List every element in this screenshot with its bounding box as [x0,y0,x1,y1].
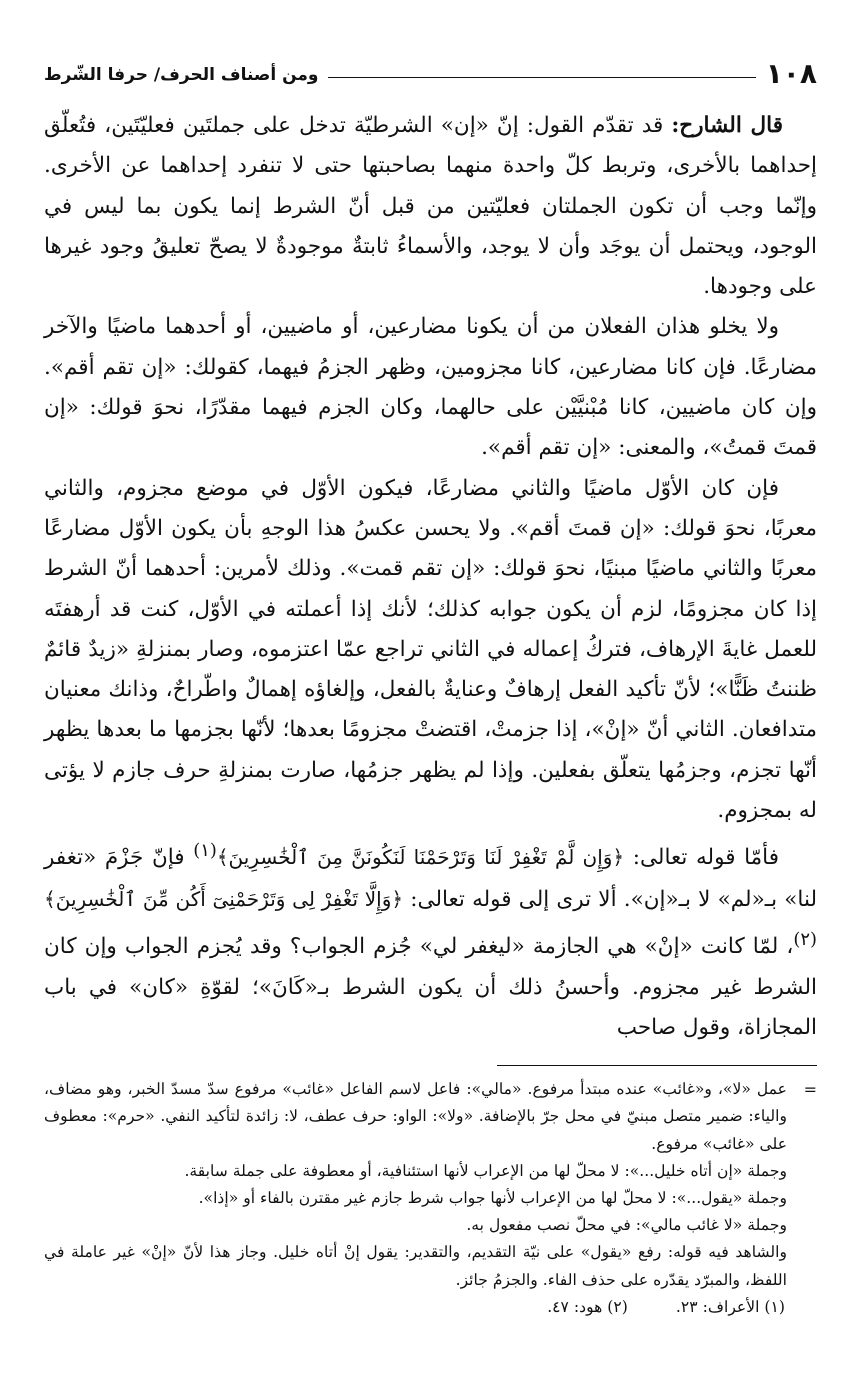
reference-1: (١) الأعراف: ٢٣. [675,1297,785,1316]
header-rule [328,77,755,78]
footnote-line: وجملة «يقول...»: لا محلّ لها من الإعراب لأنها جواب شرط جازم غير مقترن بالفاء أو «إذا». [198,1188,787,1207]
paragraph-3: فإن كان الأوّل ماضيًا والثاني مضارعًا، فيكون الأوّل في موضع مجزوم، والثاني معربًا، نحوَ قولك: «إن قمتَ أقم». ولا يحسن عكسُ هذا الوجهِ بأن يكون الأوّل مضارعًا معربًا والثاني ماضيًا مبنيًا، نحوَ قولك: «إن تقم قمت». وذلك لأمرين: أحدهما أنّ الشرط إذا كان مجزومًا، لزم أن يكون جوابه كذلك؛ لأنك إذا أعملته في الأوّل، كنت قد أرهفتَه للعمل غايةَ الإرهاف، فتركُ إعماله في الثاني تراجع عمّا اعتزموه، وصار بمنزلةِ «زيدٌ قائمٌ ظننتُ ظَنًّا»؛ لأنّ تأكيد الفعل إرهافٌ وعنايةٌ بالفعل، وإلغاؤه إهمالٌ واطّراحٌ، وذانك معنيان متدافعان. الثاني أنّ «إنْ»، إذا جزمتْ، اقتضتْ مجزومًا بعدها؛ لأنّها بجزمها ما بعدها يظهر أنّها تجزم، وجزمُها يتعلّق بفعلين. وإذا لم يظهر جزمُها، صارت بمنزلةِ حرف جازم لا يؤتى له بمجزوم. [44,475,817,824]
running-title: ومن أصناف الحرف/ حرفا الشّرط [44,65,319,85]
footnote-line: وجملة «إن أتاه خليل...»: لا محلّ لها من الإعراب لأنها استئنافية، أو معطوفة على جملة سابقة. [184,1161,787,1180]
footnote-line: والشاهد فيه قوله: رفع «يقول» على نيّة التقديم، والتقدير: يقول إنْ أتاه خليل. وجاز هذا لأنّ «إنْ» غير عاملة في اللفظ، والمبرّد يقدّره على حذف الفاء. والجزمُ جائز. [44,1243,787,1289]
paragraph-1 [44,106,817,307]
main-text [44,106,817,1048]
page-header [44,48,817,88]
reference-2: (٢) هود: ٤٧. [547,1297,628,1316]
footnote-separator [497,1065,817,1066]
footnote-ref-2: (٢) [793,929,817,951]
footnote-line: وجملة «لا غائب مالي»: في محلّ نصب مفعول به. [466,1216,787,1235]
footnote-line: عمل «لا»، و«غائب» عنده مبتدأ مرفوع. «مالي»: فاعل لاسم الفاعل «غائب» مرفوع سدّ مسدّ الخبر، وهو مضاف، والياء: ضمير متصل مبنيّ في محل جرّ بالإضافة. «ولا»: الواو: حرف عطف، لا: زائدة لتأكيد النفي. «حرم»: معطوف على «غائب» مرفوع. [44,1080,787,1153]
footnote-ref-1: (١) [193,840,217,862]
paragraph-1-text: قد تقدّم القول: إنّ «إن» الشرطيّة تدخل على جملتَين فعليّتَين، فتُعلّق إحداهما بالأخرى، وتربط كلّ واحدة منهما بصاحبتها حتى لا تنفرد إحداهما عن الأخرى. وإنّما وجب أن تكون الجملتان فعليّتين من قبل أنّ الشرط إنما يكون بما ليس في الوجود، ويحتمل أن يوجَد وأن لا يوجد، والأسماءُ ثابتةٌ موجودةٌ لا يصحّ تعليقُ وجود غيرها على وجودها. [44,113,817,300]
footnotes [44,1076,817,1321]
paragraph-4 [44,831,817,1048]
quran-references [44,1294,785,1321]
paragraph-4-text-b: فإنّ جَزْمَ «تغفر لنا» بـ«لم» لا بـ«إن». ألا ترى إلى قوله تعالى: [44,845,817,912]
continuation-mark: = [803,1080,817,1100]
paragraph-2: ولا يخلو هذان الفعلان من أن يكونا مضارعين، أو ماضيين، أو أحدهما ماضيًا والآخر مضارعًا. فإن كانا مضارعين، كانا مجزومين، وظهر الجزمُ فيهما، كقولك: «إن تقم أقم». وإن كان ماضيين، كانا مُبْنيَّيْن على حالهما، وكان الجزم فيهما مقدّرًا، نحوَ قولك: «إن قمتَ قمتُ»، والمعنى: «إن تقم أقم». [44,314,817,461]
quran-verse-2: ﴿وَإِلَّا تَغْفِرْ لِى وَتَرْحَمْنِىٓ أَكُن مِّنَ ٱلْخَٰسِرِينَ﴾ [44,886,404,911]
page-number: ١٠٨ [765,57,817,90]
paragraph-4-text-a: فأمّا قوله تعالى: [624,845,779,871]
quran-verse-1: ﴿وَإِن لَّمْ تَغْفِرْ لَنَا وَتَرْحَمْنَا لَنَكُونَنَّ مِنَ ٱلْخَٰسِرِينَ﴾ [216,845,625,870]
paragraph-4-text-c: ، لمّا كانت «إنْ» هي الجازمة «ليغفر لي» جُزم الجواب؟ وقد يُجزم الجواب وإن كان الشرط غير مجزوم. وأحسنُ ذلك أن يكون الشرط بـ«كَانَ»؛ لقوّةِ «كان» في باب المجازاة، وقول صاحب [44,934,817,1040]
book-page [44,48,817,1353]
commentator-label: قال الشارح: [671,113,783,138]
